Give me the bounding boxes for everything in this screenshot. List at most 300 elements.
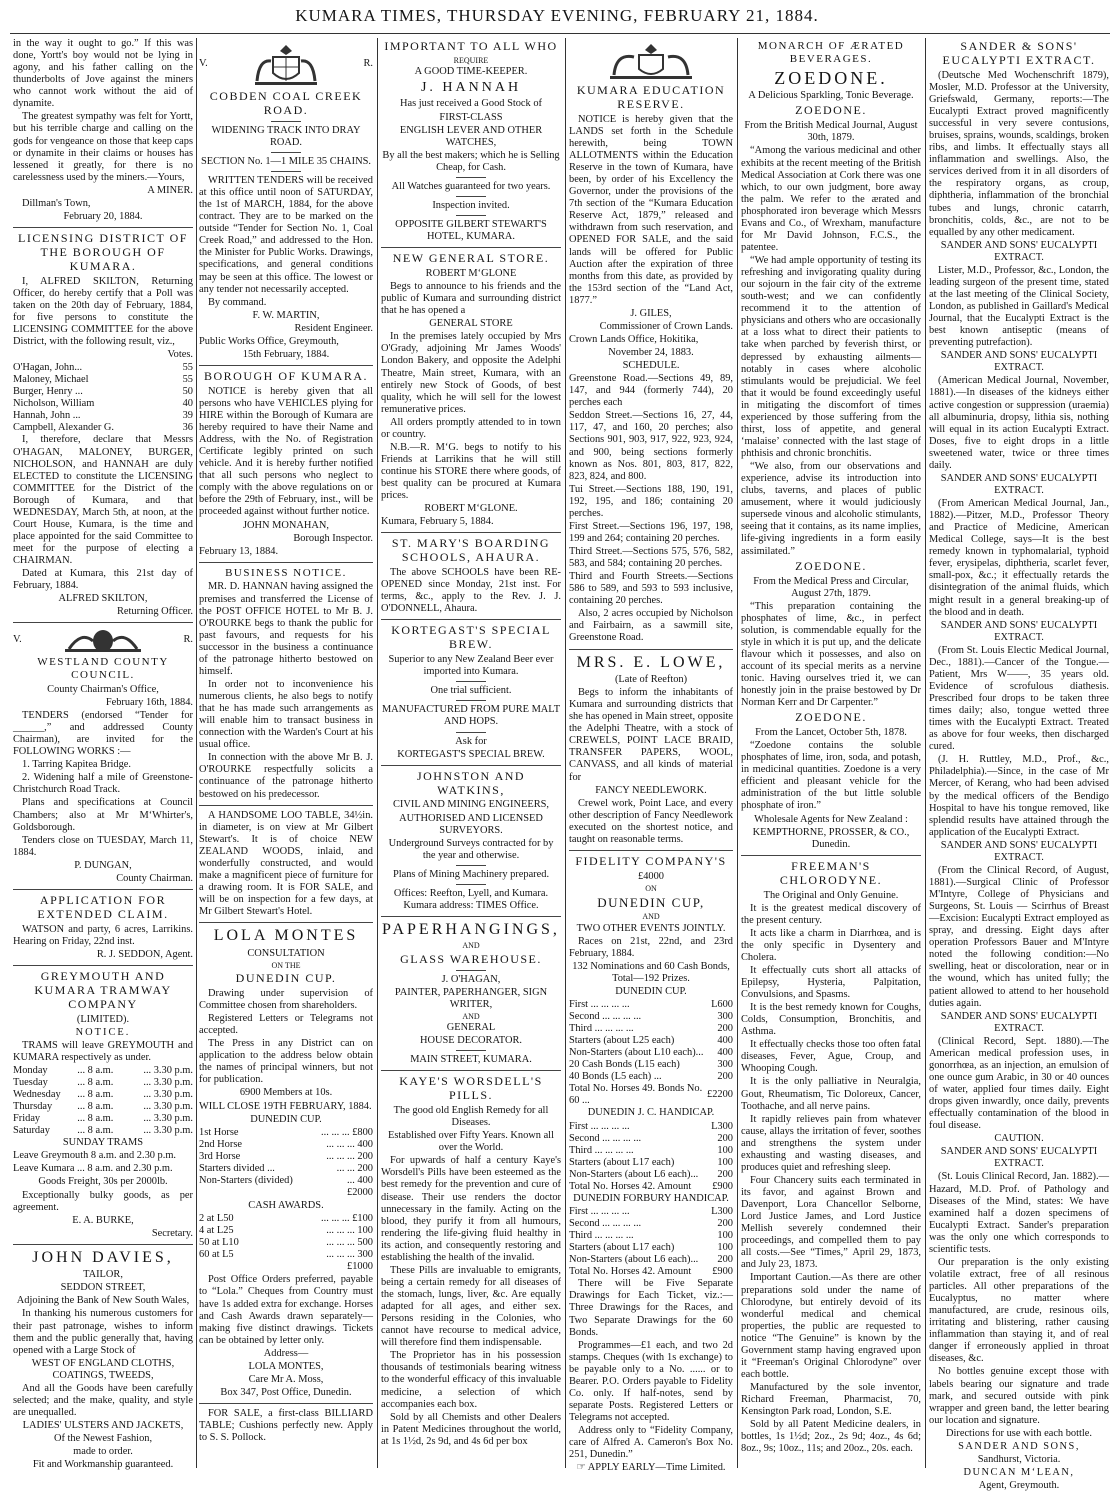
kayes-text: Sold by all Chemists and other Dealers in Patent Medicines throughout the world, at 1s 1½d, 2s 9d, and 4s 6d per box	[381, 1411, 561, 1447]
jd-fit: Fit and Workmanship guaranteed.	[32, 1459, 174, 1471]
table-row: 2 at L50 ... ... ... £100	[199, 1213, 373, 1225]
column-1	[10, 38, 196, 1471]
sander-directions: Directions for use with each bottle.	[945, 1427, 1092, 1439]
general-store-text: N.B.—R. M‘G. begs to notify to his Friends at Larrikins that he will still continue his STORE there where goods, of best quality can be procured at Kumara prices.	[381, 441, 561, 502]
zoedone-heading: ZOEDONE.	[795, 710, 867, 725]
kortegast-ask: Ask for	[455, 735, 487, 747]
lola-address: Care Mr A. Moss,	[248, 1373, 324, 1385]
general-store-text: In the premises lately occupied by Mrs O'Grady, adjoining Mr James Woods' London Bakery, and opposite the Adelphi Theatre, Main street, Kumara, with an entirely new Stock of Goods, of best quality, which he will sell for the lowest remunerative prices.	[381, 331, 561, 415]
kumara-office: Crown Lands Office, Hokitika,	[569, 333, 699, 345]
loo-table-ad: A HANDSOME LOO TABLE, 34½in. in diameter, is on view at Mr Gilbert Stewart's. It is of choice NEW ZEALAND WOODS, inlaid, and wonderfully constructed, and would make a magnificent piece of furniture for a drawing room. It is FOR SALE, and will be on inspection for a few days, at Mr Gilbert Stewart's Hotel.	[199, 809, 373, 918]
table-row: Campbell, Alexander G. 36	[13, 422, 193, 434]
zoedone-title: ZOEDONE.	[774, 67, 888, 88]
letter-text: The greatest sympathy was felt for Yortt, but his terrible charge and calling on the gods for vengeance on those that keep caps or dynamite in their claims or houses has lessened it greatly, for there is no carelessness used by the miners.—Yours,	[13, 111, 193, 183]
freight-text: Goods Freight, 30s per 2000lb.	[38, 1176, 168, 1188]
hannah-guarantee: All Watches guaranteed for two years.	[391, 180, 551, 192]
table-row: 20 Cash Bonds (L15 each) 300	[569, 1059, 733, 1071]
chlorodyne-text: Sold by all Patent Medicine dealers, in bottles, 1s 1½d; 2oz., 2s 9d; 4oz., 4s 6d; 8oz., 9s; 10oz., 11s; and 20oz., 20s. each.	[741, 1419, 921, 1455]
divider	[381, 247, 561, 248]
sander-heading: SANDER AND SONS' EUCALYPTI EXTRACT.	[940, 1010, 1098, 1034]
jd-street: SEDDON STREET,	[60, 1282, 146, 1294]
tramway-text: TRAMS will leave GREYMOUTH and KUMARA respectively as under.	[13, 1039, 193, 1063]
divider	[381, 1070, 561, 1071]
divider	[569, 649, 733, 650]
letter-signature: A MINER.	[147, 184, 193, 196]
divider	[456, 196, 486, 197]
divider	[13, 965, 193, 966]
kortegast-name: KORTEGAST'S SPECIAL BREW.	[397, 748, 545, 760]
schedule-item: First Street.—Sections 196, 197, 198, 199 and 264; containing 20 perches.	[569, 520, 733, 544]
schedule-item: Third Street.—Sections 575, 576, 582, 583, and 584; containing 20 perches.	[569, 546, 733, 570]
general-store-label: GENERAL STORE	[429, 318, 513, 330]
column-4	[566, 38, 736, 1474]
fidelity-on: ON	[645, 883, 657, 893]
divider	[199, 922, 373, 923]
table-row: Starters (about L17 each) 100	[569, 1156, 733, 1168]
zoedone-source: From the Lancet, October 5th, 1878.	[755, 727, 907, 739]
borough-date: February 13, 1884.	[199, 545, 279, 557]
divider	[381, 916, 561, 917]
general-store-title: NEW GENERAL STORE.	[392, 251, 550, 266]
lowe-text: Begs to inform the inhabitants of Kumara and surrounding districts that she has opened in Main street, opposite the Adelphi Theatre, with a stock of CREWELS, POINT LACE BRAID, TRANSFER PAPERS, WOOL, CANVASS, and all kinds of material for	[569, 687, 733, 783]
schedule-heading: SCHEDULE.	[622, 360, 680, 372]
fidelity-forbury-heading: DUNEDIN FORBURY HANDICAP.	[573, 1192, 729, 1204]
lola-address: Box 347, Post Office, Dunedin.	[220, 1386, 352, 1398]
ohagan-trade: PAINTER, PAPERHANGER, SIGN WRITER,	[394, 986, 548, 1010]
table-row: Hannah, John ... 39	[13, 410, 193, 422]
schedule-item: Seddon Street.—Sections 16, 27, 44, 117, 47, and 160, 20 perches; also Sections 901, 903, 917, 922, 923, 924, and 900, being sections formerly known as Nos. 801, 803, 817, 822, 823, 824, and 800.	[569, 410, 733, 482]
sander-text: Lister, M.D., Professor, &c., London, the leading surgeon of the present time, stated at the last meeting of the Clinical Society, London, as published in Gaillard's Medical Journal, that the Eucalypti Extract is the best known antiseptic (means of preventing putrefaction).	[929, 264, 1109, 349]
table-row: Second ... ... ... ... 200	[569, 1218, 733, 1229]
hannah-address: OPPOSITE GILBERT STEWART'S HOTEL, KUMARA.	[395, 218, 547, 243]
cobden-date: 15th February, 1884.	[242, 348, 330, 360]
lola-text: Drawing under supervision of Committee chosen from shareholders.	[199, 987, 373, 1011]
licensing-signature: ALFRED SKILTON,	[58, 593, 148, 605]
table-row: Non-Starters (about L10 each)... 400	[569, 1047, 733, 1059]
business-notice-text: In connection with the above Mr B. J. O'ROURKE respectfully solicits a continuance of the patronage hitherto bestowed on his predecessor.	[199, 752, 373, 800]
votes-label: Votes.	[167, 349, 193, 361]
table-row: Thursday ... 8 a.m. ... 3.30 p.m.	[13, 1101, 193, 1113]
sander-text: (Clinical Record, Sept. 1880).—The American medical profession uses, in gonorrhœa, as an injection, an emulsion of one ounce gum Arabic, in 30 or 40 ounces of water, applied four times daily. Eight drops given inwardly, once daily, prevents effectually contamination of the blood in foul disease.	[929, 1035, 1109, 1132]
john-davies-title: JOHN DAVIES,	[32, 1248, 174, 1266]
jd-order: made to order.	[73, 1446, 133, 1458]
masthead: KUMARA TIMES, THURSDAY EVENING, FEBRUARY 21, 1884.	[295, 6, 819, 25]
table-row: Total No. Horses 42. Amount £900	[569, 1266, 733, 1278]
licensing-title: LICENSING DISTRICT OF THE BOROUGH OF KUMARA.	[18, 230, 188, 273]
cobden-title: COBDEN COAL CREEK ROAD.	[209, 89, 363, 117]
fidelity-and: AND	[642, 912, 660, 922]
divider	[381, 619, 561, 620]
divider	[456, 970, 486, 971]
johnston-watkins-title: JOHNSTON AND WATKINS,	[416, 768, 526, 797]
divider	[456, 865, 486, 866]
lola-address: LOLA MONTES,	[248, 1360, 324, 1372]
schedule-item: Also, 2 acres occupied by Nicholson and Fairbairn, as a sawmill site, Greenstone Road.	[569, 608, 733, 644]
divider	[381, 532, 561, 533]
jd-stock: WEST OF ENGLAND CLOTHS, COATINGS, TWEEDS,	[31, 1357, 175, 1381]
zoedone-text: “Zoedone contains the soluble phosphates of lime, iron, soda, and potash, in medicinal quantities. Zoedone is a very efficient and pleasant vehicle for the administration of the but little soluble phosphate of iron.”	[741, 740, 921, 812]
lola-cup: DUNEDIN CUP.	[235, 971, 337, 986]
chlorodyne-text: It is the greatest medical discovery of the present century.	[741, 902, 921, 926]
jd-text: And all the Goods have been carefully selected; and the make, quality, and style are unequalled.	[13, 1382, 193, 1418]
divider	[456, 1050, 486, 1051]
licensing-role: Returning Officer.	[117, 606, 193, 618]
table-row: Burger, Henry ... 50	[13, 386, 193, 398]
table-row: Non-Starters (about L6 each)... 200	[569, 1168, 733, 1180]
column-5	[738, 38, 924, 1468]
table-row: Total No. Horses 42. Amount £900	[569, 1180, 733, 1192]
sander-text: Our preparation is the only existing volatile extract, free of all resinous particles. All other preparations of the Eucalyptus, no matter where manufactured, are crude, resinous oils, irritating and blistering, rather causing inflammation than staying it, and of real danger if erroneously applied in throat diseases, &c.	[929, 1256, 1109, 1365]
zoedone-text: “We had ample opportunity of testing its refreshing and invigorating quality during our sojourn in the fair city of the extreme south-west; and we can confidently recommend it to the attention of physicians and others who are occasionally at a loss what to direct their patients to take when parched by feverish thirst, or depressed by exhausting ailments—notably in cases where alcoholic stimulants would be prejudicial. We feel that it would be found exceedingly useful in mitigating the discomfort of times experienced by those suffering from the thirst, loss of appetite, and general ‘malaise’ connected with the last stage of phthisis and chronic bronchitis.	[741, 255, 921, 460]
lowe-text: Crewel work, Point Lace, and every other description of Fancy Needlework executed on the shortest notice, and taught on reasonable terms.	[569, 797, 733, 845]
table-row: Second ... ... ... ... 200	[569, 1132, 733, 1144]
general-store-date: Kumara, February 5, 1884.	[381, 516, 494, 528]
licensing-text: I, ALFRED SKILTON, Returning Officer, do hereby certify that a Poll was taken on the 20th day of February, 1884, for five persons to constitute the LICENSING COMMITTEE for the above District, with the following result, viz.,	[13, 275, 193, 347]
hannah-name: J. HANNAH	[420, 80, 522, 96]
table-row: Nicholson, William 40	[13, 398, 193, 410]
jd-ladies: LADIES' ULSTERS AND JACKETS,	[22, 1420, 184, 1432]
table-row: 4 at L25 ... ... ... 100	[199, 1225, 373, 1237]
tramway-signature: E. A. BURKE,	[72, 1214, 134, 1226]
jd-fashion: Of the Newest Fashion,	[53, 1433, 153, 1445]
kayes-text: These Pills are invaluable to emigrants, being a certain remedy for all diseases of the stomach, lungs, liver, &c. Are equally adapted for all ages, and either sex. Persons residing in the Colonies, who cannot have recourse to medical advice, will therefore find them indispensable.	[381, 1264, 561, 1349]
tramway-subtitle: (LIMITED).	[76, 1013, 130, 1025]
divider	[199, 562, 373, 563]
divider	[456, 177, 486, 178]
sander-text: (J. H. Ruttley, M.D., Prof., &c., Philadelphia).—Since, in the case of Mr Mercer, of Kerang, who had been advised by the medical officers of the Bendigo Hospital to have his tongue removed, like splendid results have attained through the application of the Eucalypti Extract.	[929, 754, 1109, 838]
divider	[13, 622, 193, 623]
glass-warehouse: GLASS WAREHOUSE.	[400, 951, 542, 966]
sunday-trams-row: Leave Kumara ... 8 a.m. and 2.30 p.m.	[13, 1163, 173, 1175]
divider	[199, 805, 373, 806]
table-row: 50 at L10 ... ... ... 500	[199, 1237, 373, 1249]
divider	[199, 1403, 373, 1404]
lola-text: The Press in any District can on application to the address below obtain the names of principal winners, but not for publication.	[199, 1038, 373, 1086]
zoedone-tagline: A Delicious Sparkling, Tonic Beverage.	[748, 90, 914, 102]
schedule-item: Tui Street.—Sections 188, 190, 191, 192, 195, and 186; containing 20 perches.	[569, 483, 733, 519]
wcc-signature: P. DUNGAN,	[74, 859, 132, 871]
zoedone-text: “Among the various medicinal and other exhibits at the recent meeting of the British Medical Association at Cork there was one which, to our own judgment, bore away the palm. We refer to the ærated and phosphorated iron beverage which Messrs Evans and Co., of Wrexham, manufacture for Mr David Johnson, F.C.S., the patentee.	[741, 145, 921, 253]
lola-cup-heading: DUNEDIN CUP.	[250, 1113, 322, 1125]
table-row: Starters (about L25 each) 400	[569, 1035, 733, 1047]
fidelity-amount: £4000	[638, 870, 664, 882]
fidelity-races: Races on 21st, 22nd, and 23rd February, 1884.	[569, 935, 733, 959]
divider	[13, 889, 193, 890]
divider	[199, 365, 373, 366]
crest-letter: R.	[363, 57, 373, 69]
letter-text: in the way it ought to go.” If this was done, Yortt's boy would not be lying in agony, and his father calling on the thunderbolts of Jove against the miners who cannot work without the aid of dynamite.	[13, 38, 193, 110]
divider	[741, 855, 921, 856]
divider	[456, 215, 486, 216]
wcc-office: County Chairman's Office,	[47, 683, 159, 695]
table-row: Tuesday ... 8 a.m. ... 3.30 p.m.	[13, 1076, 193, 1088]
crest-letter: V.	[199, 57, 208, 69]
borough-role: Borough Inspector.	[293, 532, 373, 544]
lola-cash-table	[199, 1213, 373, 1261]
lola-cash-heading: CASH AWARDS.	[248, 1200, 324, 1211]
lowe-fancy: FANCY NEEDLEWORK.	[595, 784, 707, 796]
lola-subtitle: CONSULTATION	[247, 947, 325, 959]
table-row: 60 at L5 ... ... ... 300	[199, 1249, 373, 1261]
important-timekeeper: A GOOD TIME-KEEPER.	[414, 66, 528, 78]
fidelity-two: TWO OTHER EVENTS JOINTLY.	[576, 922, 726, 934]
divider	[271, 121, 301, 122]
table-row: 40 Bonds (L5 each) ... 200	[569, 1071, 733, 1083]
sander-heading: SANDER AND SONS' EUCALYPTI EXTRACT.	[940, 839, 1098, 863]
sander-signature: SANDER AND SONS,	[958, 1440, 1080, 1452]
tramway-role: Secretary.	[151, 1227, 193, 1239]
fidelity-apply-text: APPLY EARLY—Time Limited.	[587, 1462, 726, 1474]
ohagan-name: J. O'HAGAN,	[441, 973, 501, 985]
wcc-text: Tenders close on TUESDAY, March 11, 1884.	[13, 834, 193, 858]
zoedone-text: “We also, from our observations and experience, advise its introduction into clubs, taverns, and places of public amusement, where it would judiciously supersede vinous and alcoholic stimulants, seeing that it contains, as its name implies, life-giving ingredients in a form easily assimilated.”	[741, 461, 921, 557]
jw-text: Plans of Mining Machinery prepared.	[392, 868, 550, 880]
table-row: First ... ... ... ... L300	[569, 1205, 733, 1217]
business-notice-text: In order not to inconvenience his numerous clients, he also begs to notify that he has made such arrangements as will enable him to transact business in connection with the Warden's Court at his usual office.	[199, 678, 373, 751]
cobden-text: WRITTEN TENDERS will be received at this office until noon of SATURDAY, the 1st of MARCH, 1884, for the above contract. They are to be marked on the outside “Tender for Section No. 1, Coal Creek Road,” and addressed to the Hon. the Minister for Public Works. Drawings, specifications, and general conditions may be seen at this office. The lowest or any tender not necessarily accepted.	[199, 175, 373, 295]
table-row: 2nd Horse ... ... ... 400	[199, 1138, 373, 1150]
sander-text: (American Medical Journal, November, 1881).—In diseases of the kidneys either active congestion or suppression (uraemia) all albuminuria, dropsy, lithia sis, nothing will equal in its action Eucalypti Extract. Doses, five to eight drops in a little sweetened water, twice or three times daily.	[929, 375, 1109, 471]
zoedone-source: From the Medical Press and Circular, August 27th, 1879.	[753, 575, 909, 599]
kayes-text: The good old English Remedy for all Diseases.	[393, 1105, 549, 1129]
divider	[13, 1244, 193, 1245]
table-row: Wednesday ... 8 a.m. ... 3.30 p.m.	[13, 1089, 193, 1100]
fidelity-text: Address only to “Fidelity Company, care of Alfred A. Cameron's Box No. 251, Dunedin.”	[569, 1425, 733, 1461]
hannah-text: Has just received a Good Stock of	[400, 98, 542, 110]
borough-signature: JOHN MONAHAN,	[242, 519, 329, 531]
chlorodyne-subtitle: The Original and Only Genuine.	[763, 889, 899, 901]
business-notice-text: MR. D. HANNAN having assigned the premises and transferred the License of the POST OFFICE HOTEL to Mr B. J. O'ROURKE begs to thank the public for past favours, and requests for his successor in the business a continuance of the patronage hitherto bestowed on himself.	[199, 581, 373, 677]
lola-prize-table	[199, 1127, 373, 1187]
table-row: Friday ... 8 a.m. ... 3.30 p.m.	[13, 1113, 193, 1125]
chlorodyne-text: It is the best remedy known for Coughs, Colds, Consumption, Bronchitis, and Asthma.	[741, 1002, 921, 1038]
sander-agent-place: Agent, Greymouth.	[978, 1480, 1060, 1491]
table-row: Non-Starters (about L6 each)... 200	[569, 1254, 733, 1266]
crest-letter: V.	[13, 634, 22, 646]
sunday-trams-title: SUNDAY TRAMS	[62, 1137, 144, 1149]
business-notice-title: BUSINESS NOTICE.	[225, 566, 347, 579]
royal-crest	[13, 627, 193, 653]
sander-heading: SANDER AND SONS' EUCALYPTI EXTRACT.	[940, 1146, 1098, 1170]
fidelity-apply	[569, 1462, 733, 1474]
sander-text: (From the Clinical Record, of August, 1881).—Surgical Clinic of Professor M'Intyre, College of Physicians and Surgeons, St. Louis — Scirrhus of Breast—Excision: Eucalypti Extract employed as spray, and dressing. Eight days after operation Professors Bauer and M'Intyre noted the following condition:—No swelling, heat or discoloration, near or in the wound, which has united fully; the patient allowed to attend to her household duties again.	[929, 864, 1109, 1009]
coat-of-arms-icon	[251, 41, 321, 87]
application-title: APPLICATION FOR EXTENDED CLAIM.	[37, 892, 169, 921]
kortegast-text: One trial sufficient.	[430, 685, 512, 697]
fidelity-noms: 132 Nominations and 60 Cash Bonds, Total—192 Prizes.	[572, 960, 730, 984]
sander-text: (From St. Louis Electic Medical Journal, Dec., 1881).—Cancer of the Tongue.—Patient, Mrs W——, 35 years old. Evidence of scrofulous diathesis. Prescribed four drops to be taken three times daily; also, tongue wetted three times with the Eucalypti Extract. Treated as above for four weeks, then discharged cured.	[929, 644, 1109, 753]
ohagan-street: MAIN STREET, KUMARA.	[410, 1054, 532, 1066]
lola-address-label: Address—	[263, 1347, 309, 1359]
table-row: Non-Starters (divided) ... 400	[199, 1174, 373, 1186]
lola-close: WILL CLOSE 19TH FEBRUARY, 1884.	[199, 1100, 372, 1112]
divider	[456, 884, 486, 885]
wcc-item: 2. Widening half a mile of Greenstone-Christchurch Road Track.	[13, 772, 193, 796]
hannah-watches: ENGLISH LEVER AND OTHER WATCHES,	[399, 124, 543, 148]
royal-crest	[569, 41, 733, 81]
fidelity-jc-table	[569, 1121, 733, 1193]
table-row: Saturday ... 8 a.m. ... 3.30 p.m.	[13, 1125, 193, 1137]
sander-place: Sandhurst, Victoria.	[977, 1453, 1061, 1465]
column-2	[196, 38, 376, 1468]
schedule-item: Third and Fourth Streets.—Sections 586 to 589, and 593 to 593 inclusive, containing 20 perches.	[569, 571, 733, 607]
general-store-signature: ROBERT M‘GLONE.	[424, 503, 518, 515]
pointing-hand-icon: ☞	[576, 1462, 588, 1474]
sander-title: SANDER & SONS' EUCALYPTI EXTRACT.	[942, 39, 1096, 67]
zoedone-agents: KEMPTHORNE, PROSSER, & CO., Dunedin.	[752, 826, 910, 850]
wcc-title: WESTLAND COUNTY COUNCIL.	[37, 656, 169, 682]
chlorodyne-text: It effectually cuts short all attacks of Epilepsy, Hysteria, Palpitation, Convulsions, and Spasms.	[741, 964, 921, 1001]
sander-caution: CAUTION.	[994, 1133, 1044, 1145]
divider	[381, 765, 561, 766]
divider	[569, 850, 733, 851]
kumara-role: Commissioner of Crown Lands.	[599, 320, 733, 332]
table-row: Third ... ... ... ... 200	[569, 1023, 733, 1034]
table-row: Total No. Horses 49. Bonds No. 60 ... £2200	[569, 1083, 733, 1107]
wcc-role: County Chairman.	[116, 872, 193, 884]
schedule-item: Greenstone Road.—Sections 49, 89, 147, and 944 (formerly 744), 20 perches each	[569, 373, 733, 409]
table-row: Second ... ... ... ... 300	[569, 1010, 733, 1022]
lola-cash-total: £1000	[347, 1261, 373, 1273]
masthead-rule	[10, 33, 1110, 34]
jw-text: Underground Surveys contracted for by the year and otherwise.	[388, 837, 554, 861]
kayes-text: For upwards of half a century Kaye's Worsdell's Pills have been esteemed as the best remedy for the prevention and cure of disease. Their use renders the doctor unnecessary in the family. Acting on the blood, they purify it from all humours, rendering the life-giving fluid healthy in its action, and consequently restoring and establishing the health of the invalid.	[381, 1155, 561, 1263]
zoedone-text: “This preparation containing the phosphates of lime, &c., in perfect solution, is commendable equally for the style in which it is put up, and the delicate flavour which it possesses, and also on account of its special merits as a nervine tonic. Having ourselves tried it, we can honestly join in the praise bestowed by Dr Norman Kerr and Dr Carpenter.”	[741, 600, 921, 709]
votes-table	[13, 362, 193, 434]
chlorodyne-text: Manufactured by the sole inventor, Richard Freeman, Pharmacist, 70, Kensington Park road, London, S.E.	[741, 1382, 921, 1418]
lola-montes-title: LOLA MONTES	[213, 927, 359, 945]
st-marys-title: ST. MARY'S BOARDING SCHOOLS, AHAURA.	[391, 536, 551, 565]
table-row: Maloney, Michael 55	[13, 374, 193, 386]
chlorodyne-text: Important Caution.—As there are other preparations sold under the name of Chlorodyne, but entirely devoid of its wonderful medical and chemical properties, the public are requested to notice “The Genuine” is known by the Government stamp having engraved upon it “Freeman's Original Chlorodyne” over each bottle.	[741, 1272, 921, 1380]
billiard-ad: FOR SALE, a first-class BILLIARD TABLE; Cushions perfectly new. Apply to S. S. Pollock.	[199, 1408, 373, 1444]
cobden-role: Resident Engineer.	[294, 322, 373, 334]
divider	[456, 700, 486, 701]
letter-place: Dillman's Town,	[22, 197, 91, 209]
sander-text: (From American Medical Journal, Jan., 1882).—Pitzer, M.D., Professor Theory and Practice of Medicine, American Medical College, says—It is the best remedy known in typhomalarial, typhoid fever, erysipelas, diphtheria, scarlet fever, small-pox, &c.; it effectually retards the disintegration of the animal fluids, which might result in a general breaking-up of the blood and in death.	[929, 498, 1109, 618]
sander-heading: SANDER AND SONS' EUCALYPTI EXTRACT.	[940, 239, 1098, 263]
lola-text: Registered Letters or Telegrams not accepted.	[199, 1013, 373, 1037]
borough-text: NOTICE is hereby given that all persons who have VEHICLES plying for HIRE within the Borough of Kumara are hereby required to have their Name and Address, with the No. of Registration Certificate legibly printed on such vehicle. And it is hereby further notified that all such persons who neglect to comply with the above regulations on or before the 29th of February, inst., will be proceeded against without further notice.	[199, 385, 373, 518]
kayes-text: The Proprietor has in his possession thousands of testimonials bearing witness to the wonderful efficacy of this invaluable medicine, a selection of which accompanies each box.	[381, 1350, 561, 1410]
lola-members: 6900 Members at 10s.	[239, 1087, 333, 1099]
ohagan-decorator: HOUSE DECORATOR.	[420, 1035, 522, 1047]
sander-text: (Deutsche Med Wochenschrift 1879), Mosler, M.D. Professor at the University, Griefswald, Germany, reports:—The Eucalypti Extract proved magnificently successful in very severe contusions, bruises, sprains, wounds, scaldings, broken ribs, and limbs. It effectually stays all inflammation and swellings. Also, the services derived from it in all disorders of the respiratory organs, as croup, diphtheria, inflammation of the bronchial tubes and lungs, chronic catarrh, bronchitis, colds, &c., are not to be equalled by any other medicament.	[929, 69, 1109, 238]
jw-text: Offices: Reefton, Lyell, and Kumara. Kumara address: TIMES Office.	[393, 887, 549, 911]
chlorodyne-text: It acts like a charm in Diarrhœa, and is the only specific in Dysentery and Cholera.	[741, 927, 921, 963]
kumara-date: November 24, 1883.	[608, 347, 694, 358]
kortegast-text: MANUFACTURED FROM PURE MALT AND HOPS.	[381, 704, 561, 728]
paper-and: AND	[462, 1011, 480, 1021]
fidelity-text: Programmes—£1 each, and two 2d stamps. Cheques (with 1s exchange) to be payable only to a No. ...... or to Bearer. P.O. Orders payable to Fidelity Co. only. If half-notes, send by separate Posts. Registered Letters or Telegrams not accepted.	[569, 1339, 733, 1423]
sander-agent: DUNCAN M‘LEAN,	[963, 1466, 1075, 1478]
lola-total: £2000	[347, 1186, 373, 1198]
fidelity-cup-heading: DUNEDIN CUP.	[615, 985, 687, 997]
tram-timetable	[13, 1065, 193, 1137]
general-store-text: All orders promptly attended to in town or country.	[381, 416, 561, 440]
cobden-office: Public Works Office, Greymouth,	[199, 335, 339, 347]
fidelity-title: FIDELITY COMPANY'S	[575, 853, 727, 868]
zoedone-source: From the British Medical Journal, August 30th, 1879.	[744, 120, 918, 144]
coat-of-arms-icon	[63, 627, 143, 653]
kumara-signature: J. GILES,	[630, 307, 672, 319]
sander-text: No bottles genuine except those with labels bearing our signature and trade mark, and secured outside with pink wrapper and green band, the letter bearing our location and signature.	[929, 1366, 1109, 1426]
divider	[456, 732, 486, 733]
table-row: O'Hagan, John... 55	[13, 362, 193, 374]
application-signature: R. J. SEDDON, Agent.	[96, 948, 193, 960]
lowe-subtitle: (Late of Reefton)	[614, 674, 688, 686]
wcc-text: Plans and specifications at Council Chambers; also at Mr M‘Whirter's, Goldsborough.	[13, 797, 193, 833]
fidelity-text: There will be Five Separate Drawings for Each Ticket, viz.:—Three Drawings for the Races, and Two Separate Drawings for the 60 Bonds.	[569, 1278, 733, 1338]
mrs-lowe-title: MRS. E. LOWE,	[576, 653, 726, 671]
table-row: Third ... ... ... ... 100	[569, 1144, 733, 1156]
important-title: IMPORTANT TO ALL WHO	[384, 39, 558, 53]
sander-heading: SANDER AND SONS' EUCALYPTI EXTRACT.	[940, 619, 1098, 643]
chlorodyne-text: It rapidly relieves pain from whatever cause, allays the irritation of fever, soothes and strengthens the system under exhausting and wasting diseases, and produces quiet and refreshing sleep.	[741, 1113, 921, 1173]
borough-title: BOROUGH OF KUMARA.	[203, 368, 368, 383]
divider	[13, 227, 193, 228]
hannah-inspection: Inspection invited.	[432, 199, 510, 211]
licensing-text: I, therefore, declare that Messrs O'HAGAN, MALONEY, BURGER, NICHOLSON, and HANNAH are duly ELECTED to constitute the LICENSING COMMITTEE for the District of the Borough of Kumara, and that WEDNESDAY, March 5th, at noon, at the Court House, Kumara, is the time and place appointed for the said Committee to meet for the purpose of electing a CHAIRMAN.	[13, 434, 193, 567]
sander-text: (St. Louis Clinical Record, Jan. 1882).—Hazard, M.D. Prof. of Pathology and Diseases of the Mind, states: We have examined half a dozen specimens of Eucalypti Extract. Sander's preparation was the only one which corresponds to scientific tests.	[929, 1171, 1109, 1255]
hannah-first: FIRST-CLASS	[439, 111, 503, 123]
ohagan-general: GENERAL	[446, 1022, 496, 1034]
freight-text: Exceptionally bulky goods, as per agreement.	[13, 1189, 193, 1213]
chlorodyne-text: It is the only palliative in Neuralgia, Gout, Rheumatism, Tic Doloreux, Cancer, Toothache, and all nerve pains.	[741, 1076, 921, 1112]
kumara-education-text: NOTICE is hereby given that the LANDS set forth in the Schedule herewith, being TOWN ALLOTMENTS within the Education Reserve in the town of Kumara, have been, by order of his Excellency the Governor, under the provisions of the 7th section of the “Kumara Education Reserve Act, 1879,” released and withdrawn from such reservation, and OPENED FOR SALE, and the said lands will be offered for Public Auction after the expiration of three months from this date, as provided by the 153rd section of the “Land Act, 1877.”	[569, 113, 733, 306]
zoedone-heading: ZOEDONE.	[795, 558, 867, 573]
cobden-command: By command.	[208, 296, 267, 308]
important-require: REQUIRE	[453, 55, 489, 65]
jd-adjoining: Adjoining the Bank of New South Wales,	[16, 1295, 190, 1307]
application-text: WATSON and party, 6 acres, Larrikins. Hearing on Friday, 22nd inst.	[13, 923, 193, 947]
divider	[271, 152, 301, 153]
wcc-item: 1. Tarring Kapitea Bridge.	[22, 759, 132, 771]
zoedone-agents-label: Wholesale Agents for New Zealand :	[754, 813, 908, 825]
hannah-makers: By all the best makers; which he is Selling Cheap, for Cash.	[382, 149, 560, 173]
table-row: Starters (about L17 each) 100	[569, 1242, 733, 1254]
lola-on: ON THE	[271, 960, 301, 970]
table-row: Monday ... 8 a.m. ... 3.30 p.m.	[13, 1064, 193, 1076]
table-row: 1st Horse ... ... ... £800	[199, 1126, 373, 1138]
sander-heading: SANDER AND SONS' EUCALYPTI EXTRACT.	[940, 350, 1098, 374]
tramway-title: GREYMOUTH AND KUMARA TRAMWAY COMPANY	[34, 968, 172, 1011]
letter-date: February 20, 1884.	[63, 210, 143, 222]
divider	[456, 681, 486, 682]
monarch-title: MONARCH OF ÆRATED BEVERAGES.	[757, 40, 905, 65]
general-store-text: Begs to announce to his friends and the public of Kumara and surrounding district that he has opened a	[381, 281, 561, 317]
sander-heading: SANDER AND SONS' EUCALYPTI EXTRACT.	[940, 472, 1098, 496]
table-row: Third ... ... ... ... 100	[569, 1230, 733, 1242]
table-row: First ... ... ... ... L300	[569, 1120, 733, 1132]
fidelity-cup: DUNEDIN CUP,	[597, 895, 705, 911]
crest-letter: R.	[183, 634, 193, 646]
jd-trade: TAILOR,	[83, 1269, 123, 1281]
column-3	[378, 38, 564, 1468]
chlorodyne-text: Four Chancery suits each terminated in its favor, and against Brown and Davenport, Lora Chancellor Selborne, Lord Justice James, and Lord Justice Mellish severely condemned their proceedings, and compelled them to pay all costs.—See “Times,” April 29, 1873, and July 23, 1873.	[741, 1174, 921, 1271]
wcc-date: February 16th, 1884.	[105, 696, 193, 708]
table-row: 3rd Horse ... ... ... 200	[199, 1150, 373, 1162]
tramway-notice: NOTICE.	[75, 1026, 131, 1038]
jw-subtitle: CIVIL AND MINING ENGINEERS,	[392, 799, 550, 811]
cobden-subtitle: WIDENING TRACK INTO DRAY ROAD.	[211, 124, 361, 148]
mglone-name: ROBERT M‘GLONE	[425, 268, 517, 279]
fidelity-cup-table	[569, 999, 733, 1108]
fidelity-forbury-table	[569, 1206, 733, 1278]
paper-and: AND	[462, 941, 480, 951]
fidelity-jc-heading: DUNEDIN J. C. HANDICAP.	[587, 1107, 715, 1119]
jd-text: In thanking his numerous customers for their past patronage, wishes to inform them and the public generally that, having opened with a Large Stock of	[13, 1308, 193, 1356]
